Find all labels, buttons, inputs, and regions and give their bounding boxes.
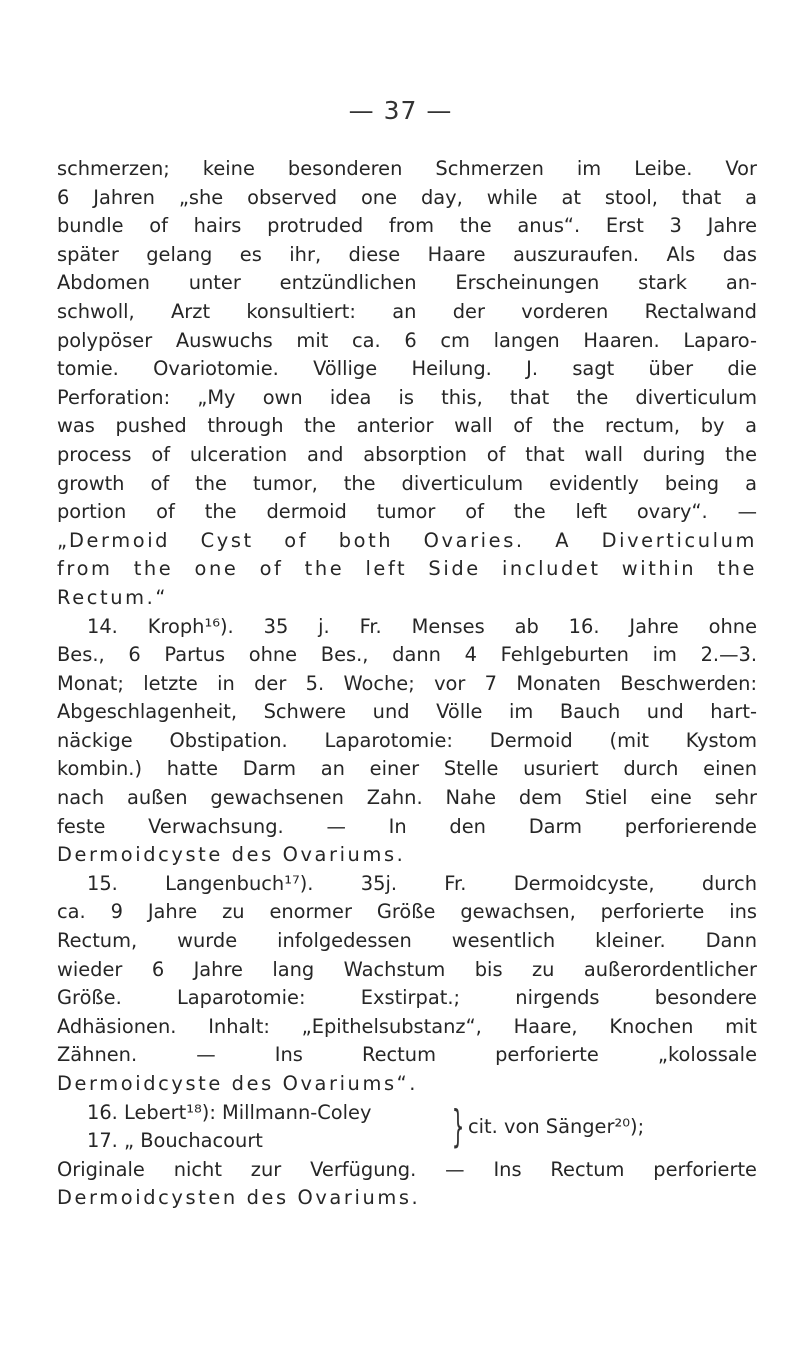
text-line: Bes., 6 Partus ohne Bes., dann 4 Fehlgeburten im 2.—3. (57, 643, 757, 667)
text-line: wieder 6 Jahre lang Wachstum bis zu außerordentlicher (57, 957, 757, 981)
text-line: Monat; letzte in der 5. Woche; vor 7 Monaten Beschwerden: (57, 671, 757, 695)
text-line: polypöser Auswuchs mit ca. 6 cm langen Haaren. Laparo- (57, 328, 757, 352)
text-line: nach außen gewachsenen Zahn. Nahe dem Stiel eine sehr (57, 786, 757, 810)
text-line: tomie. Ovariotomie. Völlige Heilung. J. sagt über die (57, 357, 757, 381)
text-line: später gelang es ihr, diese Haare auszuraufen. Als das (57, 242, 757, 266)
text-line: kombin.) hatte Darm an einer Stelle usuriert durch einen (57, 757, 757, 781)
text-line: 6 Jahren „she observed one day, while at stool, that a (57, 185, 757, 209)
body-text (57, 155, 757, 1213)
text-line: Dermoidcyste des Ovariums“. (57, 1072, 419, 1095)
text-line: Rectum, wurde infolgedessen wesentlich kleiner. Dann (57, 929, 757, 953)
text-line: Originale nicht zur Verfügung. — Ins Rectum perforierte (57, 1157, 757, 1181)
text-line: Perforation: „My own idea is this, that the diverticulum (57, 385, 757, 409)
reference-row: 17. „ Bouchacourt (87, 1129, 263, 1153)
text-line: bundle of hairs protruded from the anus“. Erst 3 Jahre (57, 214, 757, 238)
text-line: Zähnen. — Ins Rectum perforierte „kolossale (57, 1043, 757, 1067)
text-line: Abdomen unter entzündlichen Erscheinungen stark an- (57, 271, 757, 295)
brace-symbol: } (451, 1101, 465, 1153)
citation-bracket (444, 1099, 644, 1156)
text-line: from the one of the left Side includet within the (57, 557, 757, 581)
text-line: Abgeschlagenheit, Schwere und Völle im Bauch und hart- (57, 700, 757, 724)
text-line: Dermoidcysten des Ovariums. (57, 1186, 421, 1210)
text-line: was pushed through the anterior wall of the rectum, by a (57, 414, 757, 438)
text-line: „Dermoid Cyst of both Ovaries. A Diverticulum (57, 528, 757, 552)
text-line: schmerzen; keine besonderen Schmerzen im Leibe. Vor (57, 157, 757, 180)
text-line: schwoll, Arzt konsultiert: an der vorderen Rectalwand (57, 299, 757, 323)
reference-row: 16. Lebert¹⁸): Millmann-Coley (87, 1100, 372, 1124)
text-line: ca. 9 Jahre zu enormer Größe gewachsen, perforierte ins (57, 900, 757, 924)
text-line: feste Verwachsung. — In den Darm perforierende (57, 814, 757, 838)
paragraph-case-13-continued (57, 155, 757, 613)
text-line: 14. Kroph¹⁶). 35 j. Fr. Menses ab 16. Jahre ohne (87, 614, 757, 638)
text-line: Rectum.“ (57, 585, 168, 609)
text-line: Adhäsionen. Inhalt: „Epithelsubstanz“, Haare, Knochen mit (57, 1014, 757, 1038)
text-line: growth of the tumor, the diverticulum evidently being a (57, 471, 757, 495)
text-line: Dermoidcyste des Ovariums. (57, 843, 406, 867)
text-line: 15. Langenbuch¹⁷). 35j. Fr. Dermoidcyste, durch (87, 871, 757, 895)
text-line: process of ulceration and absorption of that wall during the (57, 442, 757, 466)
reference-cases (57, 1099, 757, 1156)
citation-text: cit. von Sänger²⁰); (468, 1114, 645, 1138)
paragraph-case-15 (57, 870, 757, 1099)
text-line: Größe. Laparotomie: Exstirpat.; nirgends besondere (57, 986, 757, 1010)
paragraph-closing (57, 1156, 757, 1213)
page-number: — 37 — (348, 96, 453, 125)
paragraph-case-14 (57, 613, 757, 870)
text-line: portion of the dermoid tumor of the left ovary“. — (57, 500, 757, 524)
text-line: näckige Obstipation. Laparotomie: Dermoid (mit Kystom (57, 728, 757, 752)
